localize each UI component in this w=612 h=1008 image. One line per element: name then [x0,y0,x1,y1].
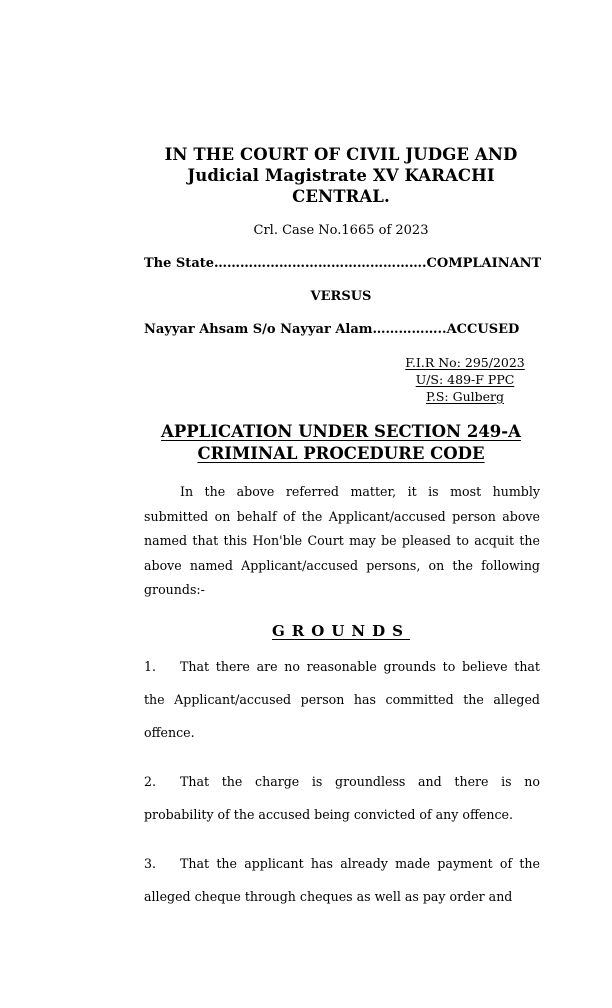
ground-item [144,847,540,913]
fir-police-station: P.S: Gulberg [425,389,504,404]
fir-details [380,354,550,405]
case-number: Crl. Case No.1665 of 2023 [253,223,429,238]
ground-number: 1. [144,659,157,674]
complainant-role: COMPLAINANT [426,256,542,271]
fir-section: U/S: 489-F PPC [415,372,515,387]
complainant-party: The State [144,256,215,271]
intro-paragraph: In the above referred matter, it is most humbly submitted on behalf of the Applicant/accused person above named that this Hon'ble Court may be pleased to acquit the above named Applicant/accused persons, on the following grounds:- [144,484,540,597]
complainant-line [144,255,542,273]
accused-line [144,321,542,339]
ground-text: That the charge is groundless and there is no probability of the accused being convicted of any offence. [144,774,540,822]
application-title: APPLICATION UNDER SECTION 249-A CRIMINAL PROCEDURE CODE [161,422,521,463]
ground-item [144,765,540,831]
accused-leader-dots: …………….. [372,322,447,337]
ground-item [144,650,540,749]
ground-text: That the applicant has already made payment of the alleged cheque through cheques as well as pay order and [144,856,540,904]
complainant-leader-dots: …………………………………………. [214,256,427,271]
grounds-heading: GROUNDS [272,622,410,640]
accused-role: ACCUSED [446,322,520,337]
ground-number: 3. [144,856,157,871]
ground-number: 2. [144,774,157,789]
court-title: IN THE COURT OF CIVIL JUDGE AND Judicial Magistrate XV KARACHI CENTRAL. [164,145,518,206]
ground-text: That there are no reasonable grounds to believe that the Applicant/accused person has committed the alleged offence. [144,659,540,740]
accused-party: Nayyar Ahsam S/o Nayyar Alam [144,322,373,337]
versus-label: VERSUS [310,289,372,304]
fir-number: F.I.R No: 295/2023 [405,355,525,370]
